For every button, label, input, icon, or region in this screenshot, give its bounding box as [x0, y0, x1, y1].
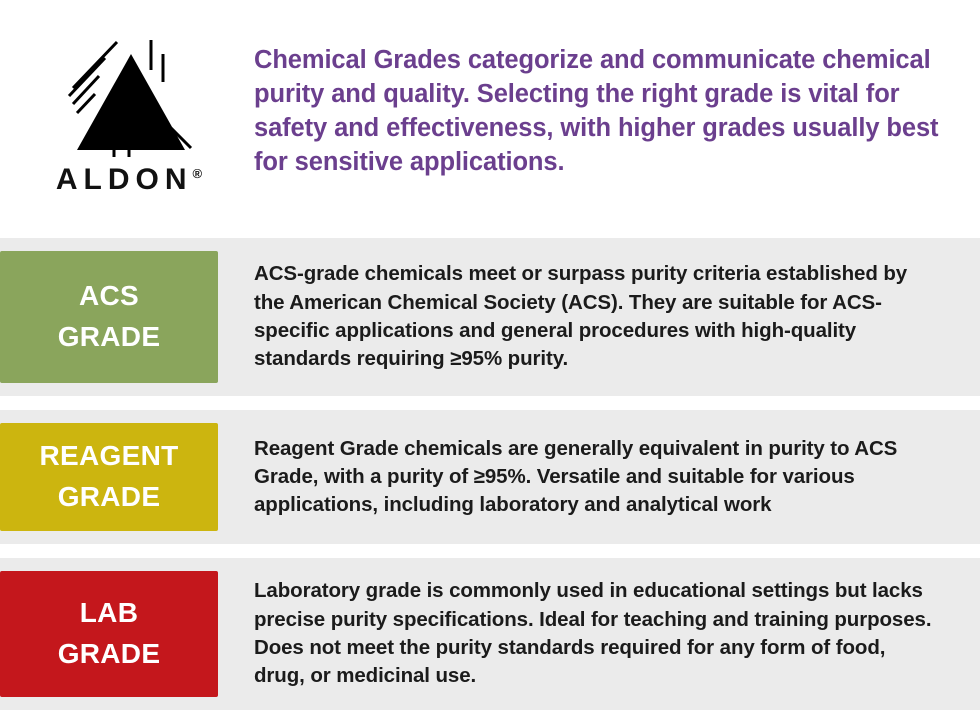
grade-description-reagent	[218, 423, 980, 531]
intro-text: Chemical Grades categorize and communicate chemical purity and quality. Selecting the right grade is vital for safety and effectiveness, with higher grades usually best for sensitive applications.	[254, 46, 939, 176]
grade-badge-lab-line2: GRADE	[57, 638, 161, 669]
brand-name-text: ALDON	[55, 163, 193, 196]
grade-description-reagent-text: Reagent Grade chemicals are generally equivalent in purity to ACS Grade, with a purity of ≥95%. Versatile and suitable for various applications, including laboratory and analytical work	[254, 436, 898, 517]
grade-badge-wrap-acs	[0, 251, 218, 383]
row-divider	[0, 396, 980, 410]
registered-mark: ®	[192, 166, 203, 181]
intro-block	[218, 22, 940, 180]
grade-badge-acs-line1: ACS	[78, 280, 140, 312]
grade-badge-lab-line1: LAB	[79, 597, 139, 629]
grade-badge-wrap-lab	[0, 571, 218, 697]
grade-badge-reagent-line1: REAGENT	[39, 440, 179, 472]
grade-badge-acs-line2: GRADE	[57, 321, 161, 352]
aldon-triangle-logo-icon	[59, 32, 199, 157]
row-divider	[0, 544, 980, 558]
brand-name	[56, 163, 202, 197]
grade-badge-acs	[0, 251, 218, 383]
grade-description-lab-text: Laboratory grade is commonly used in educational settings but lacks precise purity specifications. Ideal for teaching and training purposes. Does not meet the purity standards required for any form of food, drug, or medicinal use.	[254, 579, 932, 688]
grade-badge-reagent-line2: GRADE	[57, 481, 161, 512]
brand-block	[40, 22, 218, 197]
grade-row-reagent	[0, 410, 980, 544]
grade-badge-wrap-reagent	[0, 423, 218, 531]
grade-description-lab	[218, 571, 980, 697]
grade-badge-lab	[0, 571, 218, 697]
grade-description-acs-text: ACS-grade chemicals meet or surpass purity criteria established by the American Chemical Society (ACS). They are suitable for ACS-specific applications and general procedures with high-quality standards requiring ≥95% purity.	[254, 262, 908, 371]
grade-row-lab	[0, 558, 980, 710]
grade-row-acs	[0, 238, 980, 396]
grade-badge-reagent	[0, 423, 218, 531]
grade-description-acs	[218, 251, 980, 383]
header	[0, 0, 980, 238]
